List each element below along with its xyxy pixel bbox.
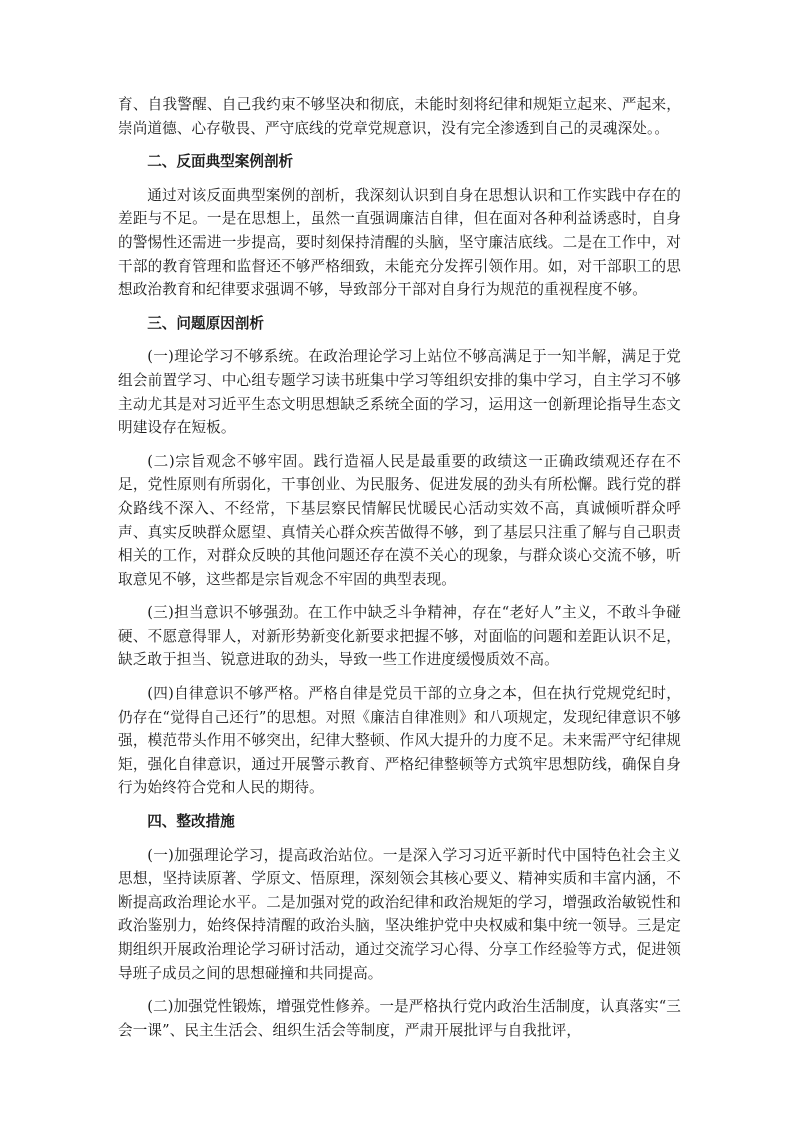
paragraph-measure-2: (二)加强党性锻炼，增强党性修养。一是严格执行党内政治生活制度，认真落实“三会一课”、民主生活会、组织生活会等制度，严肃开展批评与自我批评，	[118, 998, 681, 1039]
paragraph-cause-2: (二)宗旨观念不够牢固。践行造福人民是最重要的政绩这一正确政绩观还存在不足，党性原则有所弱化，干事创业、为民服务、促进发展的劲头有所松懈。践行党的群众路线不深入、不经常，下基层察民情解民忧暖民心活动实效不高，真诚倾听群众呼声、真实反映群众愿望、真情关心群众疾苦做得不够，到了基层只注重了解与自己职责相关的工作，对群众反映的其他问题还存在漠不关心的现象，与群众谈心交流不够，听取意见不够，这些都是宗旨观念不牢固的典型表现。	[118, 452, 681, 588]
paragraph-cause-1: (一)理论学习不够系统。在政治理论学习上站位不够高满足于一知半解，满足于党组会前置学习、中心组专题学习读书班集中学习等组织安排的集中学习，自主学习不够主动尤其是对习近平生态文明思想缺乏系统全面的学习，运用这一创新理论指导生态文明建设存在短板。	[118, 348, 681, 437]
section-heading-3: 三、问题原因剖析	[147, 314, 264, 332]
section-heading-4: 四、整改措施	[147, 813, 235, 831]
paragraph-cause-4: (四)自律意识不够严格。严格自律是党员干部的立身之本，但在执行党规党纪时，仍存在“觉得自己还行”的思想。对照《廉洁自律准则》和八项规定，发现纪律意识不够强，模范带头作用不够突出，纪律大整顿、作风大提升的力度不足。未来需严守纪律规矩，强化自律意识，通过开展警示教育、严格纪律整顿等方式筑牢思想防线，确保自身行为始终符合党和人民的期待。	[118, 685, 681, 797]
paragraph-continued: 育、自我警醒、自己我约束不够坚决和彻底，未能时刻将纪律和规矩立起来、严起来，崇尚道德、心存敬畏、严守底线的党章党规意识，没有完全渗透到自己的灵魂深处。。	[118, 96, 681, 137]
paragraph-case-analysis: 通过对该反面典型案例的剖析，我深刻认识到自身在思想认识和工作实践中存在的差距与不足。一是在思想上，虽然一直强调廉洁自律，但在面对各种利益诱惑时，自身的警惕性还需进一步提高，要时刻保持清醒的头脑，坚守廉洁底线。二是在工作中，对干部的教育管理和监督还不够严格细致，未能充分发挥引领作用。如，对干部职工的思想政治教育和纪律要求强调不够，导致部分干部对自身行为规范的重视程度不够。	[118, 186, 681, 299]
section-heading-2: 二、反面典型案例剖析	[147, 153, 294, 171]
paragraph-cause-3: (三)担当意识不够强劲。在工作中缺乏斗争精神，存在“老好人”主义，不敢斗争碰硬、不愿意得罪人，对新形势新变化新要求把握不够，对面临的问题和差距认识不足，缺乏敢于担当、锐意进取的劲头，导致一些工作进度缓慢质效不高。	[118, 604, 681, 669]
paragraph-measure-1: (一)加强理论学习，提高政治站位。一是深入学习习近平新时代中国特色社会主义思想，坚持读原著、学原文、悟原理，深刻领会其核心要义、精神实质和丰富内涵，不断提高政治理论水平。二是加强对党的政治纪律和政治规矩的学习，增强政治敏锐性和政治鉴别力，始终保持清醒的政治头脑，坚决维护党中央权威和集中统一领导。三是定期组织开展政治理论学习研讨活动，通过交流学习心得、分享工作经验等方式，促进领导班子成员之间的思想碰撞和共同提高。	[118, 846, 681, 982]
